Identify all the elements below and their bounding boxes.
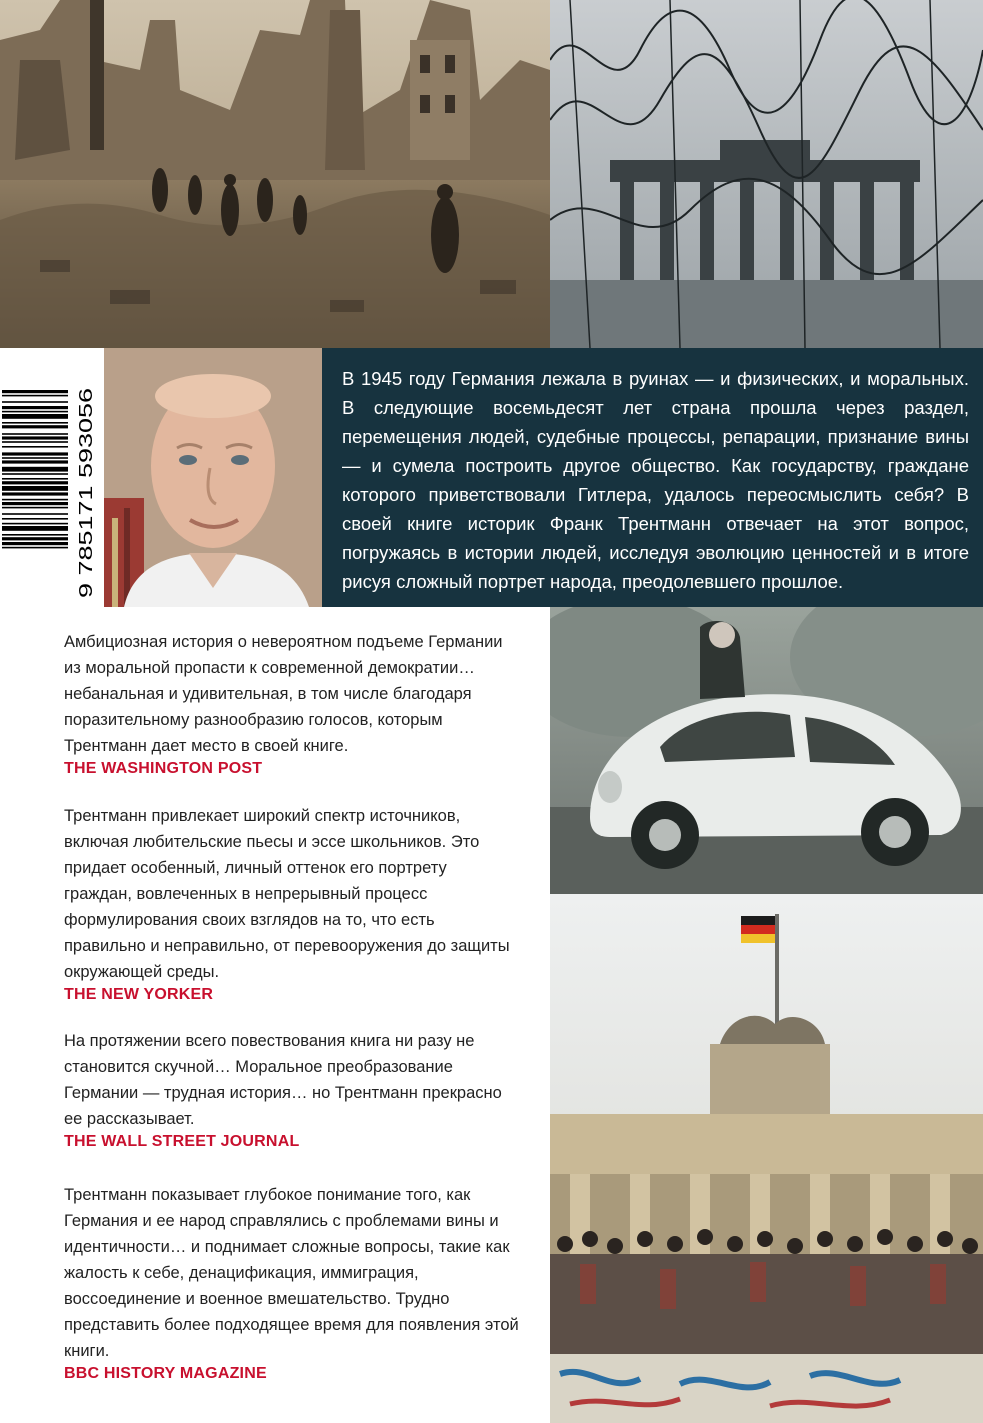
barcode-stripe [2, 534, 68, 536]
ruins-photo [0, 0, 550, 348]
review-quote: Амбициозная история о невероятном подъеме Германии из моральной пропасти к современной демократии… небанальная и удивительная, в том числе благодаря поразительному разнообразию голосов, которым Трентманн дает место в своей книге. [64, 633, 503, 755]
barcode-stripe [2, 457, 68, 459]
barcode-bars [0, 384, 100, 602]
review-source: THE WASHINGTON POST [64, 760, 263, 777]
barcode-stripe [2, 526, 68, 531]
barcode-stripe [2, 473, 68, 475]
review-wall-street-journal [64, 1028, 519, 1151]
review-source: THE WALL STREET JOURNAL [64, 1133, 300, 1150]
barcode-stripe [2, 481, 68, 484]
barcode-stripe [2, 507, 68, 509]
beetle-car-photo [550, 607, 983, 894]
barcode-stripe [2, 406, 68, 409]
barcode-stripe [2, 414, 68, 419]
barcode-stripe [2, 513, 68, 515]
barcode-stripe [2, 436, 68, 439]
review-bbc-history-magazine [64, 1182, 519, 1383]
barcode-stripe [2, 401, 68, 403]
barcode-stripe [2, 537, 68, 540]
barcode-stripe [2, 390, 68, 393]
review-quote: Трентманн показывает глубокое понимание того, как Германия и ее народ справлялись с проблемами вины и идентичности… и поднимает сложные вопросы, такие как жалость к себе, денацификация, иммиграция, воссоединение и военное вмешательство. Трудно представить более подходящее время для появления этой книги. [64, 1186, 519, 1360]
brandenburg-gate-crowd-photo [550, 894, 983, 1423]
barcode-stripe [2, 446, 68, 448]
barcode-stripe [2, 441, 68, 443]
barcode-stripe [2, 486, 68, 491]
barcode-stripe [2, 433, 68, 435]
barcode-stripe [2, 411, 68, 413]
barcode-stripe [2, 499, 68, 501]
barcode-stripe [2, 542, 68, 545]
barcode-stripe [2, 518, 68, 520]
barcode-stripe [2, 460, 68, 463]
barcode-stripe [2, 467, 68, 472]
review-washington-post [64, 629, 519, 778]
review-quote: Трентманн привлекает широкий спектр источников, включая любительские пьесы и эссе школьников. Это придает особенный, личный оттенок его портрету граждан, вовлеченных в непрерывный процесс формулирования своих взглядов на то, что есть правильно и неправильно, от перевооружения до защиты окружающей среды. [64, 807, 510, 981]
review-new-yorker [64, 803, 519, 1004]
barcode-stripe [2, 502, 68, 505]
barcode-stripe [2, 547, 68, 549]
barcode-stripe [2, 478, 68, 480]
review-quote: На протяжении всего повествования книга ни разу не становится скучной… Моральное преобразование Германии — трудная история… но Трентманн прекрасно ее рассказывает. [64, 1032, 502, 1128]
isbn-barcode [0, 384, 100, 602]
barcode-stripe [2, 422, 68, 424]
barcode-stripe [2, 425, 68, 428]
review-source: THE NEW YORKER [64, 986, 214, 1003]
synopsis-panel [322, 348, 983, 607]
barcode-stripe [2, 395, 68, 397]
barcode-number: 9 785171 593056 [76, 457, 96, 598]
author-portrait [104, 348, 322, 607]
barcode-stripe [2, 523, 68, 525]
barcode-stripe [2, 452, 68, 455]
synopsis-text: В 1945 году Германия лежала в руинах — и физических, и моральных. В следующие восемьдесят лет страна прошла через раздел, перемещения людей, судебные процессы, репарации, признание вины — и сумела построить другое общество. Как государству, граждане которого приветствовали Гитлера, удалось переосмыслить себя? В своей книге историк Франк Трентманн отвечает на этот вопрос, погружаясь в истории людей, исследуя эволюцию ценностей и в итоге рисуя сложный портрет народа, преодолевшего прошлое. [342, 368, 969, 592]
review-source: BBC HISTORY MAGAZINE [64, 1365, 267, 1382]
barcode-stripe [2, 492, 68, 495]
barbed-wire-gate-photo [550, 0, 983, 348]
